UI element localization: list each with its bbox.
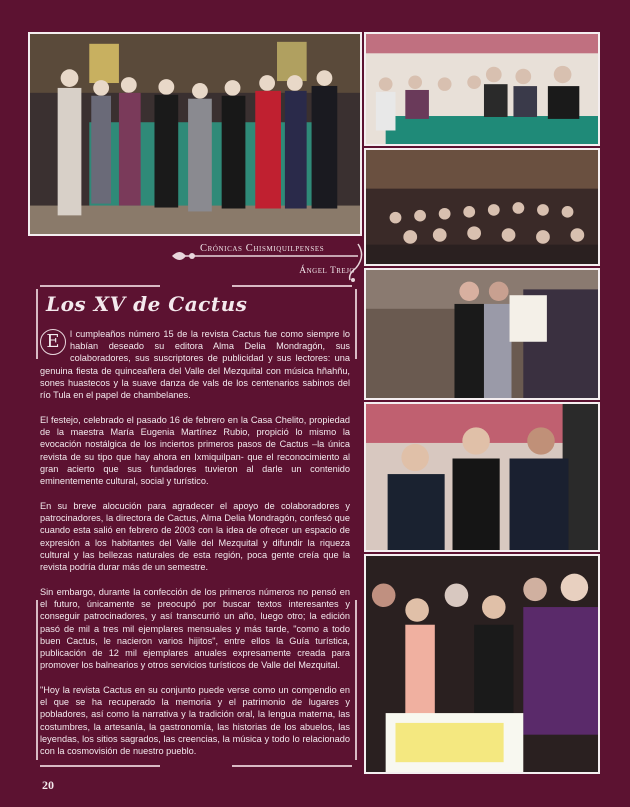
article-paragraph-5 bbox=[40, 684, 350, 757]
page-number: 20 bbox=[42, 778, 54, 792]
photo-recognition bbox=[364, 268, 600, 400]
photo-cake-cutting bbox=[364, 554, 600, 774]
frame-top-left bbox=[40, 285, 160, 287]
section-header bbox=[170, 240, 365, 284]
author-name: Ángel Trejo bbox=[299, 266, 355, 276]
photo-audience bbox=[364, 148, 600, 266]
paragraph-4: Sin embargo, durante la confección de los primeros números no pensó en el futuro, únicamente se preocupó por buscar textos interesantes y conseguir patrocinadores, y así transcurrió un año, luego otro; la edición pasó de mil a tres mil ejemplares mensuales y más tarde, "como a todo buen Cactus, le nacieron varios hijitos", entre ellos la Guía turística, publicación de 12 mil ejemplares anuales expresamente creada para promover los balnearios y otros servicios turísticos de Valle del Mezquital. bbox=[40, 587, 350, 671]
frame-left-top bbox=[36, 289, 38, 359]
paragraph-5: "Hoy la revista Cactus en su conjunto puede verse como un compendio en el que se ha recuperado la memoria y el patrimonio de lugares y pobladores, así como la narrativa y la tradición oral, la lengua materna, las costumbres, la artesanía, la gastronomía, las historias de los abuelos, las leyendas, los sitios sagrados, las creencias, la música y todo lo relacionado con la cosmovisión de nuestro pueblo. bbox=[40, 685, 350, 757]
photo-trio bbox=[364, 402, 600, 552]
frame-right-bottom bbox=[355, 600, 357, 760]
photo-head-table bbox=[364, 32, 600, 146]
dropcap: E bbox=[40, 329, 66, 355]
paragraph-3: En su breve alocución para agradecer el apoyo de colaboradores y patrocinadores, la directora de Cactus, Alma Delia Mondragón, confesó que cuando esta salió en febrero de 2003 con la idea de ofrecer un espacio de expresión a los habitantes del Valle del Mezquital y difundir la riqueza cultural y las bellezas naturales de esta región, poca gente creía que la revista podría durar más de un semestre. bbox=[40, 501, 350, 573]
article-paragraph-3 bbox=[40, 500, 350, 573]
paragraph-1: l cumpleaños número 15 de la revista Cactus fue como siempre lo habían deseado su editora Alma Delia Mondragón, sus colaboradores, sus suscriptores de publicidad y sus lectores: una genuina fiesta de quinceañera del Valle del Mezquital con música hñahñu, sones huastecos y la suave danza de vals de los centenarios sabinos del río Tula en el papel de chambelanes. bbox=[40, 329, 350, 401]
article-title: Los XV de Cactus bbox=[46, 292, 248, 316]
frame-bottom-right bbox=[232, 765, 352, 767]
frame-top-right bbox=[232, 285, 352, 287]
article-paragraph-2 bbox=[40, 414, 350, 487]
frame-bottom-left bbox=[40, 765, 160, 767]
frame-left-bottom bbox=[36, 600, 38, 760]
frame-right-top bbox=[355, 289, 357, 359]
article-paragraph-4 bbox=[40, 586, 350, 671]
section-kicker: Crónicas Chismiquilpenses bbox=[200, 243, 325, 254]
paragraph-2: El festejo, celebrado el pasado 16 de febrero en la Casa Chelito, propiedad de la maestra María Eugenia Martínez Rubio, propició lo mismo la evocación nostálgica de los inciertos primeros pasos de Cactus –la única revista de su tipo que hay ahora en Ixmiquilpan- que el reconocimiento al gran acierto que sus fundadores tuvieron al darle un contenido eminentemente cultural, social y turístico. bbox=[40, 415, 350, 487]
group-photo-main bbox=[28, 32, 362, 236]
article-body bbox=[40, 328, 350, 401]
